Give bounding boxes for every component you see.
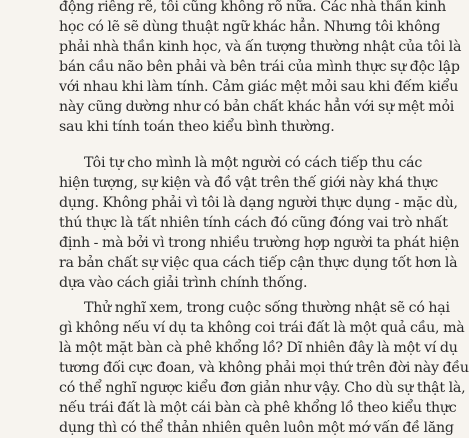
text-line: ra bản chất sự việc qua cách tiếp cận thực dụng tốt hơn là xyxy=(59,255,458,271)
text-line: dụng. Không phải vì tôi là dạng người thực dụng - mặc dù, xyxy=(59,195,458,211)
text-line: bán cầu não bên phải và bên trái của mình thực sự độc lập xyxy=(59,59,460,75)
text-line: hiện tượng, sự kiện và đồ vật trên thế giới này khá thực xyxy=(59,175,438,191)
text-line: Tôi tự cho mình là một người có cách tiếp thu các xyxy=(84,155,423,171)
text-line: dụng thì có thể thản nhiên quên luôn một mớ vấn đề lăng xyxy=(59,420,454,436)
text-line: nếu trái đất là một cái bàn cà phê khổng lồ theo kiểu thực xyxy=(59,400,457,416)
text-line: sau khi tính toán theo kiểu bình thường. xyxy=(59,119,335,135)
text-line: có thể nghĩ ngược kiểu đơn giản như vậy. Cho dù sự thật là, xyxy=(59,380,466,396)
text-line: thú thực là tất nhiên tính cách đó cũng đóng vai trò nhất xyxy=(59,215,448,231)
text-line: gì không nếu ví dụ ta không coi trái đất là một quả cầu, mà xyxy=(59,320,465,336)
text-line: với nhau khi làm tính. Cảm giác mệt mỏi sau khi đếm kiểu xyxy=(59,79,459,95)
text-line: định - mà bởi vì trong nhiều trường hợp người ta phát hiện xyxy=(59,235,460,251)
text-line: này cũng dường như có bản chất khác hẳn với sự mệt mỏi xyxy=(59,99,455,115)
text-line: phải nhà thần kinh học, và ấn tượng thường nhật của tôi là xyxy=(59,39,462,55)
text-line: học có lẽ sẽ dùng thuật ngữ khác hẳn. Nhưng tôi không xyxy=(59,19,441,35)
text-line: dựa vào cách giải trình chính thống. xyxy=(59,275,308,291)
text-line: tương đối cực đoan, và không phải mọi thứ trên đời này đều xyxy=(59,360,469,376)
text-line: Thử nghĩ xem, trong cuộc sống thường nhật sẽ có hại xyxy=(84,300,450,316)
text-line: động riêng rẽ, tôi cũng không rõ nữa. Các nhà thần kinh xyxy=(59,0,447,15)
text-line: là một mặt bàn cà phê khổng lồ? Dĩ nhiên đây là một ví dụ xyxy=(59,340,458,356)
